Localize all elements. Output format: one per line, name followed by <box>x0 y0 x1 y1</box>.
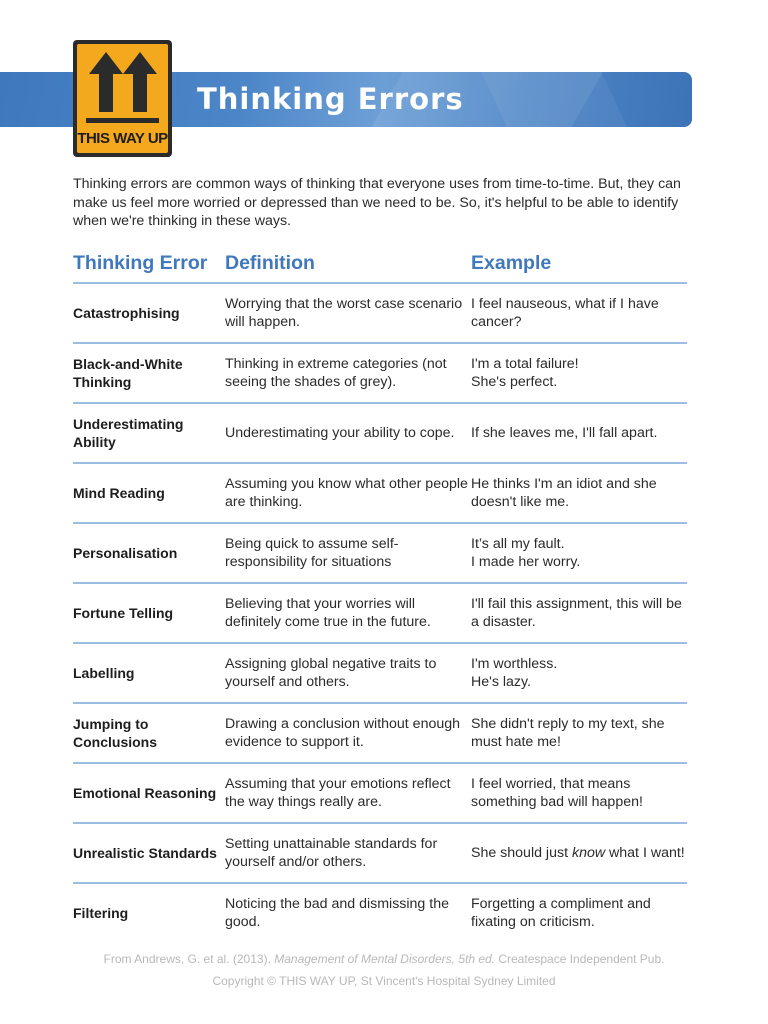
error-example: I feel worried, that means something bad will happen! <box>471 776 643 810</box>
column-header-definition: Definition <box>225 251 315 274</box>
error-name: Labelling <box>73 665 135 681</box>
error-definition: Assuming you know what other people are thinking. <box>225 476 468 510</box>
intro-paragraph: Thinking errors are common ways of thinking that everyone uses from time-to-time. But, they can make us feel more worried or depressed than we need to be. So, it's helpful to be able to identify when we're thinking in these ways. <box>73 176 681 229</box>
error-definition: Worrying that the worst case scenario will happen. <box>225 296 463 330</box>
table-row <box>73 824 687 884</box>
table-row <box>73 764 687 824</box>
citation-title: Management of Mental Disorders, 5th ed. <box>274 952 496 966</box>
citation-prefix: From Andrews, G. et al. (2013). <box>103 952 275 966</box>
this-way-up-logo <box>73 40 172 157</box>
error-name: Fortune Telling <box>73 605 174 621</box>
error-example: If she leaves me, I'll fall apart. <box>471 425 658 441</box>
table-row <box>73 344 687 404</box>
citation <box>0 952 768 966</box>
error-name: Personalisation <box>73 545 178 561</box>
error-example: I'm a total failure! She's perfect. <box>471 356 579 390</box>
error-name: Catastrophising <box>73 305 180 321</box>
error-definition: Underestimating your ability to cope. <box>225 425 455 441</box>
error-definition: Setting unattainable standards for yourself and/or others. <box>225 836 438 870</box>
column-header-example: Example <box>471 251 552 274</box>
error-example <box>471 844 687 862</box>
table-row <box>73 704 687 764</box>
table-row <box>73 884 687 942</box>
table-header <box>73 244 687 284</box>
error-example: She didn't reply to my text, she must hate me! <box>471 716 665 750</box>
thinking-errors-table <box>73 244 687 942</box>
table-row <box>73 584 687 644</box>
citation-suffix: Createspace Independent Pub. <box>495 952 665 966</box>
error-example: I'm worthless. He's lazy. <box>471 656 558 690</box>
error-example: Forgetting a compliment and fixating on criticism. <box>471 896 651 930</box>
error-example: I feel nauseous, what if I have cancer? <box>471 296 659 330</box>
error-definition: Being quick to assume self-responsibility for situations <box>225 536 399 570</box>
error-definition: Believing that your worries will definitely come true in the future. <box>225 596 431 630</box>
error-definition: Assuming that your emotions reflect the way things really are. <box>225 776 451 810</box>
error-name: Filtering <box>73 905 129 921</box>
copyright: Copyright © THIS WAY UP, St Vincent's Hospital Sydney Limited <box>212 974 556 988</box>
example-emphasis: know <box>571 845 606 861</box>
table-row <box>73 644 687 704</box>
table-row <box>73 284 687 344</box>
error-definition: Thinking in extreme categories (not seeing the shades of grey). <box>225 356 447 390</box>
error-example: It’s all my fault. I made her worry. <box>471 536 581 570</box>
example-text: She should just <box>471 845 572 861</box>
error-name: Mind Reading <box>73 485 165 501</box>
error-name: Black-and-White Thinking <box>73 356 183 390</box>
logo-text: THIS WAY UP <box>77 130 168 147</box>
error-definition: Noticing the bad and dismissing the good. <box>225 896 449 930</box>
error-example: I'll fail this assignment, this will be a disaster. <box>471 596 682 630</box>
example-text: what I want! <box>605 845 685 861</box>
error-name: Unrealistic Standards <box>73 845 217 861</box>
table-row <box>73 524 687 584</box>
error-example: He thinks I'm an idiot and she doesn't like me. <box>471 476 657 510</box>
error-name: Underestimating Ability <box>73 416 184 450</box>
error-name: Emotional Reasoning <box>73 785 217 801</box>
error-name: Jumping to Conclusions <box>73 716 158 750</box>
page-title: Thinking Errors <box>197 82 464 116</box>
table-row <box>73 404 687 464</box>
column-header-error: Thinking Error <box>73 251 208 274</box>
table-row <box>73 464 687 524</box>
error-definition: Drawing a conclusion without enough evidence to support it. <box>225 716 461 750</box>
error-definition: Assigning global negative traits to yourself and others. <box>225 656 437 690</box>
